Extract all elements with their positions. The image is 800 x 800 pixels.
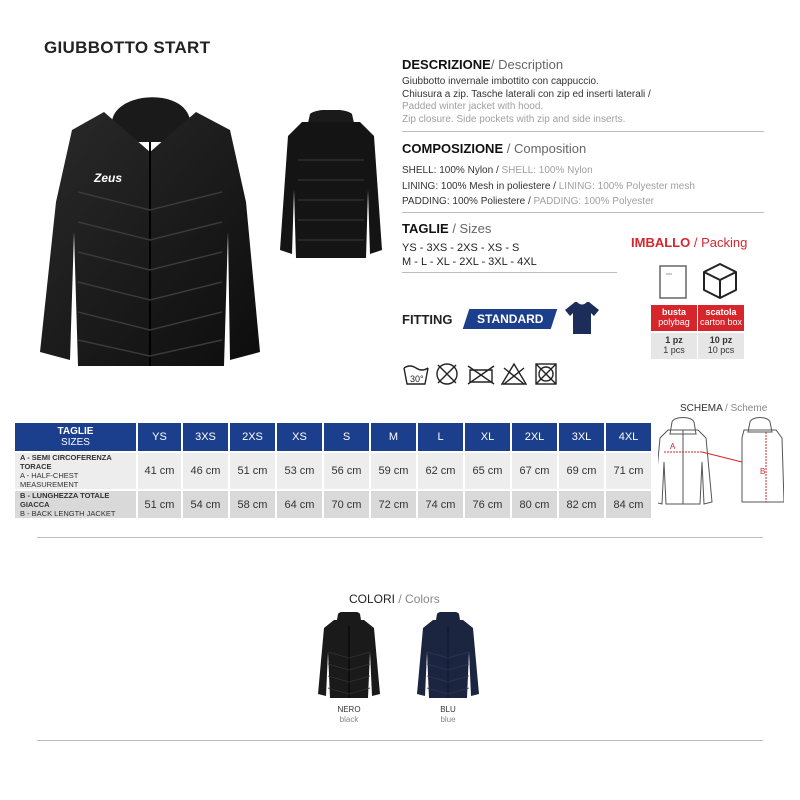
table-cell: 67 cm — [512, 453, 557, 489]
schema-label-b: B — [760, 467, 766, 476]
size-column-header: S — [324, 423, 369, 451]
size-column-header: YS — [138, 423, 181, 451]
divider — [402, 212, 764, 213]
table-cell: 53 cm — [277, 453, 322, 489]
divider — [402, 272, 617, 273]
size-column-header: 4XL — [606, 423, 651, 451]
wash-temp-label: 30° — [410, 374, 424, 384]
table-cell: 76 cm — [465, 491, 510, 518]
page-title: GIUBBOTTO START — [44, 38, 211, 57]
row-label: A - SEMI CIRCOFERENZA TORACE A - HALF-CHEST MEASUREMENT — [15, 453, 136, 489]
table-row — [15, 453, 651, 489]
packing-heading: IMBALLO / Packing — [631, 235, 748, 250]
size-column-header: 2XS — [230, 423, 275, 451]
divider — [37, 740, 763, 741]
table-cell: 72 cm — [371, 491, 416, 518]
size-column-header: XS — [277, 423, 322, 451]
schema-diagram — [658, 416, 784, 506]
table-cell: 51 cm — [138, 491, 181, 518]
tshirt-icon — [563, 300, 601, 336]
no-tumble-dry-icon — [468, 366, 494, 384]
row-label: B - LUNGHEZZA TOTALE GIACCA B - BACK LENGTH JACKET — [15, 491, 136, 518]
schema-heading: SCHEMA / Scheme — [680, 403, 768, 414]
divider — [402, 131, 764, 132]
table-cell: 65 cm — [465, 453, 510, 489]
table-cell: 82 cm — [559, 491, 604, 518]
packing-polybag: busta polybag 1 pz 1 pcs — [651, 305, 697, 359]
table-cell: 59 cm — [371, 453, 416, 489]
table-cell: 80 cm — [512, 491, 557, 518]
fitting-badge: STANDARD — [463, 309, 557, 329]
table-cell: 56 cm — [324, 453, 369, 489]
color-swatch-black — [318, 612, 380, 698]
description-text: Giubbotto invernale imbottito con cappuccio. Chiusura a zip. Tasche laterali con zip ed inserti laterali / Padded winter jacket with hood. Zip closure. Side pockets with zip and side inserts. — [402, 76, 651, 125]
color-label-blue: BLU blue — [440, 705, 456, 724]
composition-heading: COMPOSIZIONE / Composition — [402, 141, 587, 156]
description-heading: DESCRIZIONE/ Description — [402, 57, 564, 72]
no-iron-icon — [502, 364, 526, 384]
size-column-header: XL — [465, 423, 510, 451]
care-icons — [402, 362, 562, 388]
table-cell: 64 cm — [277, 491, 322, 518]
schema-label-a: A — [670, 442, 676, 451]
packing-carton-box: scatola carton box 10 pz 10 pcs — [698, 305, 744, 359]
colors-heading: COLORI / Colors — [349, 592, 440, 606]
composition-row: SHELL: 100% Nylon / SHELL: 100% Nylon — [402, 165, 593, 176]
carton-box-icon — [700, 260, 740, 300]
size-column-header: L — [418, 423, 463, 451]
size-column-header: M — [371, 423, 416, 451]
polybag-icon — [658, 264, 688, 300]
table-cell: 84 cm — [606, 491, 651, 518]
jacket-back-image — [276, 110, 386, 260]
table-cell: 62 cm — [418, 453, 463, 489]
color-label-black: NERO black — [337, 705, 361, 724]
table-cell: 58 cm — [230, 491, 275, 518]
table-cell: 69 cm — [559, 453, 604, 489]
composition-list — [402, 163, 695, 210]
no-dry-clean-icon — [536, 364, 556, 384]
table-cell: 46 cm — [183, 453, 228, 489]
no-bleach-icon — [437, 364, 457, 384]
size-column-header: 3XL — [559, 423, 604, 451]
fitting-label: FITTING — [402, 312, 453, 327]
size-column-header: 3XS — [183, 423, 228, 451]
table-cell: 71 cm — [606, 453, 651, 489]
table-cell: 54 cm — [183, 491, 228, 518]
jacket-front-image — [34, 82, 266, 374]
table-row — [15, 491, 651, 518]
table-cell: 41 cm — [138, 453, 181, 489]
zeus-logo: Zeus — [94, 171, 123, 185]
composition-row: LINING: 100% Mesh in poliestere / LINING: 100% Polyester mesh — [402, 180, 695, 192]
composition-row: PADDING: 100% Poliestere / PADDING: 100% Polyester — [402, 196, 654, 207]
color-swatch-blue — [417, 612, 479, 698]
table-header-label: TAGLIE SIZES — [15, 423, 136, 451]
table-cell: 70 cm — [324, 491, 369, 518]
size-column-header: 2XL — [512, 423, 557, 451]
table-cell: 51 cm — [230, 453, 275, 489]
sizes-heading: TAGLIE / Sizes — [402, 221, 492, 236]
sizes-list: YS - 3XS - 2XS - XS - S M - L - XL - 2XL - 3XL - 4XL — [402, 242, 537, 268]
size-table — [13, 421, 653, 520]
divider — [37, 537, 763, 538]
table-cell: 74 cm — [418, 491, 463, 518]
